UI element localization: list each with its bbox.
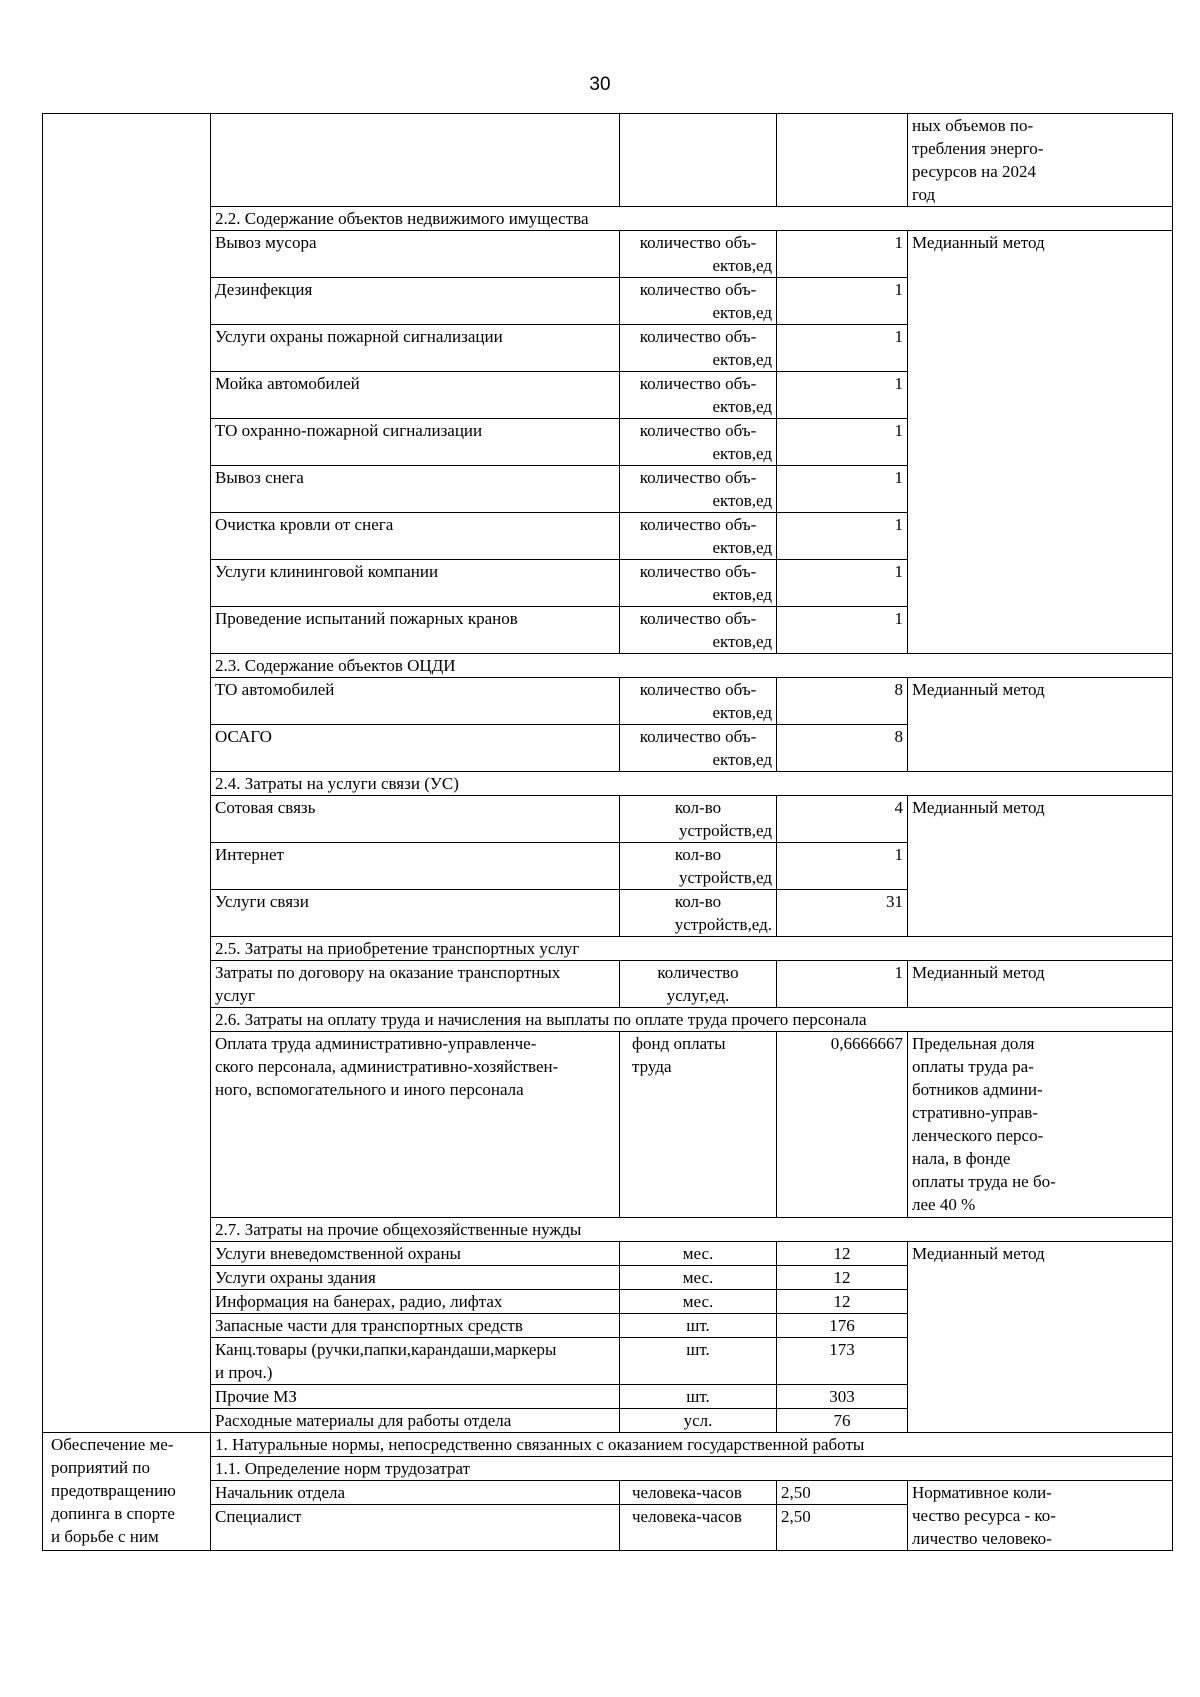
unit-line-1: количество объ- bbox=[639, 727, 757, 746]
unit-line-1: количество объ- bbox=[639, 468, 757, 487]
section-row bbox=[43, 937, 1173, 961]
unit-cell: мес. bbox=[620, 1290, 777, 1314]
page-number: 30 bbox=[589, 74, 611, 95]
item-name: Специалист bbox=[211, 1505, 620, 1551]
section-row bbox=[43, 1433, 1173, 1457]
value-cell: 1 bbox=[777, 231, 908, 278]
item-name: Информация на банерах, радио, лифтах bbox=[211, 1290, 620, 1314]
method-note: Предельная доля оплаты труда ра- ботников админи- стративно-управ- ленческого персо- нала, в фонде оплаты труда не бо- лее 40 % bbox=[908, 1032, 1173, 1218]
section-title: 2.2. Содержание объектов недвижимого имущества bbox=[211, 207, 1173, 231]
method-cell: Медианный метод bbox=[908, 796, 1173, 937]
section-title: 2.5. Затраты на приобретение транспортных услуг bbox=[211, 937, 1173, 961]
unit-cell bbox=[620, 607, 777, 654]
unit-line-2: ектов,ед bbox=[712, 750, 772, 769]
table-row bbox=[43, 961, 1173, 1008]
method-cell: Медианный метод bbox=[908, 961, 1173, 1008]
unit-cell bbox=[620, 325, 777, 372]
table-row bbox=[43, 231, 1173, 278]
item-name: Запасные части для транспортных средств bbox=[211, 1314, 620, 1338]
section-row bbox=[43, 1218, 1173, 1242]
unit-line-2: ектов,ед bbox=[712, 350, 772, 369]
item-name: ТО автомобилей bbox=[211, 678, 620, 725]
unit-cell: шт. bbox=[620, 1385, 777, 1409]
method-cell: Медианный метод bbox=[908, 1242, 1173, 1433]
unit-cell bbox=[620, 278, 777, 325]
item-name: Начальник отдела bbox=[211, 1481, 620, 1505]
value-cell: 8 bbox=[777, 725, 908, 772]
unit-cell bbox=[620, 419, 777, 466]
item-name: Интернет bbox=[211, 843, 620, 890]
value-cell: 1 bbox=[777, 961, 908, 1008]
unit-cell bbox=[620, 231, 777, 278]
unit-line-1: количество объ- bbox=[639, 562, 757, 581]
item-name: Вывоз снега bbox=[211, 466, 620, 513]
unit-cell: человека-часов bbox=[620, 1505, 777, 1551]
unit-cell bbox=[620, 725, 777, 772]
value-cell: 1 bbox=[777, 466, 908, 513]
section-title: 2.7. Затраты на прочие общехозяйственные нужды bbox=[211, 1218, 1173, 1242]
unit-line-2: ектов,ед bbox=[712, 256, 772, 275]
unit-line-2: ектов,ед bbox=[712, 444, 772, 463]
item-name: Прочие МЗ bbox=[211, 1385, 620, 1409]
section-title: 2.3. Содержание объектов ОЦДИ bbox=[211, 654, 1173, 678]
unit-cell: усл. bbox=[620, 1409, 777, 1433]
method-cell: Медианный метод bbox=[908, 678, 1173, 772]
unit-cell bbox=[620, 466, 777, 513]
unit-cell: шт. bbox=[620, 1338, 777, 1385]
value-cell: 1 bbox=[777, 278, 908, 325]
value-cell: 1 bbox=[777, 513, 908, 560]
unit-cell bbox=[620, 843, 777, 890]
item-name: ТО охранно-пожарной сигнализации bbox=[211, 419, 620, 466]
unit-cell: шт. bbox=[620, 1314, 777, 1338]
unit-cell: мес. bbox=[620, 1266, 777, 1290]
item-name: Канц.товары (ручки,папки,карандаши,маркеры и проч.) bbox=[211, 1338, 620, 1385]
item-name: Оплата труда административно-управленче- ского персонала, административно-хозяйствен- ного, вспомогательного и иного персонала bbox=[211, 1032, 620, 1218]
unit-line-2: устройств,ед. bbox=[674, 915, 772, 934]
section-title: 2.6. Затраты на оплату труда и начисления на выплаты по оплате труда прочего персонала bbox=[211, 1008, 1173, 1032]
table-row bbox=[43, 1242, 1173, 1266]
unit-line-1: количество объ- bbox=[639, 421, 757, 440]
unit-line-1: кол-во bbox=[674, 798, 722, 817]
table-row bbox=[43, 678, 1173, 725]
item-name: Услуги охраны пожарной сигнализации bbox=[211, 325, 620, 372]
unit-line-1: количество объ- bbox=[639, 327, 757, 346]
section-row bbox=[43, 1457, 1173, 1481]
unit-cell: фонд оплаты труда bbox=[620, 1032, 777, 1218]
item-name: Услуги охраны здания bbox=[211, 1266, 620, 1290]
section-row bbox=[43, 1008, 1173, 1032]
unit-line-2: ектов,ед bbox=[712, 585, 772, 604]
value-cell: 1 bbox=[777, 607, 908, 654]
value-cell: 1 bbox=[777, 843, 908, 890]
value-cell: 12 bbox=[777, 1242, 908, 1266]
unit-cell bbox=[620, 890, 777, 937]
unit-line-2: ектов,ед bbox=[712, 538, 772, 557]
unit-line-2: ектов,ед bbox=[712, 632, 772, 651]
item-name: Сотовая связь bbox=[211, 796, 620, 843]
left-column-cell bbox=[43, 114, 211, 1433]
unit-line-1: количество объ- bbox=[639, 280, 757, 299]
unit-line-1: количество объ- bbox=[639, 515, 757, 534]
unit-cell bbox=[620, 513, 777, 560]
value-cell: 1 bbox=[777, 372, 908, 419]
value-cell: 76 bbox=[777, 1409, 908, 1433]
value-cell: 176 bbox=[777, 1314, 908, 1338]
unit-line-1: количество объ- bbox=[639, 609, 757, 628]
value-cell: 173 bbox=[777, 1338, 908, 1385]
unit-line-2: ектов,ед bbox=[712, 491, 772, 510]
unit-line-2: ектов,ед bbox=[712, 303, 772, 322]
item-name: ОСАГО bbox=[211, 725, 620, 772]
unit-line-2: ектов,ед bbox=[712, 703, 772, 722]
value-cell: 12 bbox=[777, 1266, 908, 1290]
unit-line-2: устройств,ед bbox=[678, 868, 772, 887]
value-cell: 2,50 bbox=[777, 1481, 908, 1505]
section-row bbox=[43, 772, 1173, 796]
item-name: Мойка автомобилей bbox=[211, 372, 620, 419]
unit-line-1: количество объ- bbox=[639, 233, 757, 252]
item-name: Вывоз мусора bbox=[211, 231, 620, 278]
unit-cell bbox=[620, 372, 777, 419]
unit-line-1: количество объ- bbox=[639, 680, 757, 699]
unit-cell bbox=[620, 678, 777, 725]
value-cell: 2,50 bbox=[777, 1505, 908, 1551]
value-cell: 8 bbox=[777, 678, 908, 725]
value-cell: 1 bbox=[777, 325, 908, 372]
table-row bbox=[43, 1032, 1173, 1218]
item-name: Расходные материалы для работы отдела bbox=[211, 1409, 620, 1433]
unit-cell bbox=[620, 796, 777, 843]
value-cell: 0,6666667 bbox=[777, 1032, 908, 1218]
activity-name: Обеспечение ме- роприятий по предотвращению допинга в спорте и борьбе с ним bbox=[43, 1433, 211, 1551]
section-title: 1.1. Определение норм трудозатрат bbox=[211, 1457, 1173, 1481]
item-name: Услуги связи bbox=[211, 890, 620, 937]
section-row bbox=[43, 207, 1173, 231]
value-cell: 31 bbox=[777, 890, 908, 937]
section-row bbox=[43, 654, 1173, 678]
unit-line-1: кол-во bbox=[674, 892, 722, 911]
value-cell: 12 bbox=[777, 1290, 908, 1314]
item-name: Проведение испытаний пожарных кранов bbox=[211, 607, 620, 654]
unit-cell: мес. bbox=[620, 1242, 777, 1266]
item-name: Услуги вневедомственной охраны bbox=[211, 1242, 620, 1266]
item-name: Затраты по договору на оказание транспортных услуг bbox=[211, 961, 620, 1008]
table-cell bbox=[211, 114, 620, 207]
table-cell bbox=[777, 114, 908, 207]
value-cell: 1 bbox=[777, 419, 908, 466]
section-title: 1. Натуральные нормы, непосредственно связанных с оказанием государственной работы bbox=[211, 1433, 1173, 1457]
norms-table-body bbox=[43, 114, 1173, 1551]
value-cell: 4 bbox=[777, 796, 908, 843]
unit-line-2: ектов,ед bbox=[712, 397, 772, 416]
item-name: Очистка кровли от снега bbox=[211, 513, 620, 560]
method-note: Нормативное коли- чество ресурса - ко- личество человеко- bbox=[908, 1481, 1173, 1551]
norms-table bbox=[42, 113, 1173, 1551]
unit-line-1: кол-во bbox=[674, 845, 722, 864]
unit-line-2: устройств,ед bbox=[678, 821, 772, 840]
table-row bbox=[43, 796, 1173, 843]
section-title: 2.4. Затраты на услуги связи (УС) bbox=[211, 772, 1173, 796]
method-note: ных объемов по- требления энерго- ресурсов на 2024 год bbox=[908, 114, 1173, 207]
item-name: Услуги клининговой компании bbox=[211, 560, 620, 607]
value-cell: 303 bbox=[777, 1385, 908, 1409]
unit-line-1: количество объ- bbox=[639, 374, 757, 393]
unit-cell: количество услуг,ед. bbox=[620, 961, 777, 1008]
table-cell bbox=[620, 114, 777, 207]
value-cell: 1 bbox=[777, 560, 908, 607]
unit-cell bbox=[620, 560, 777, 607]
table-row bbox=[43, 114, 1173, 207]
unit-cell: человека-часов bbox=[620, 1481, 777, 1505]
method-cell: Медианный метод bbox=[908, 231, 1173, 654]
table-row bbox=[43, 1481, 1173, 1505]
item-name: Дезинфекция bbox=[211, 278, 620, 325]
